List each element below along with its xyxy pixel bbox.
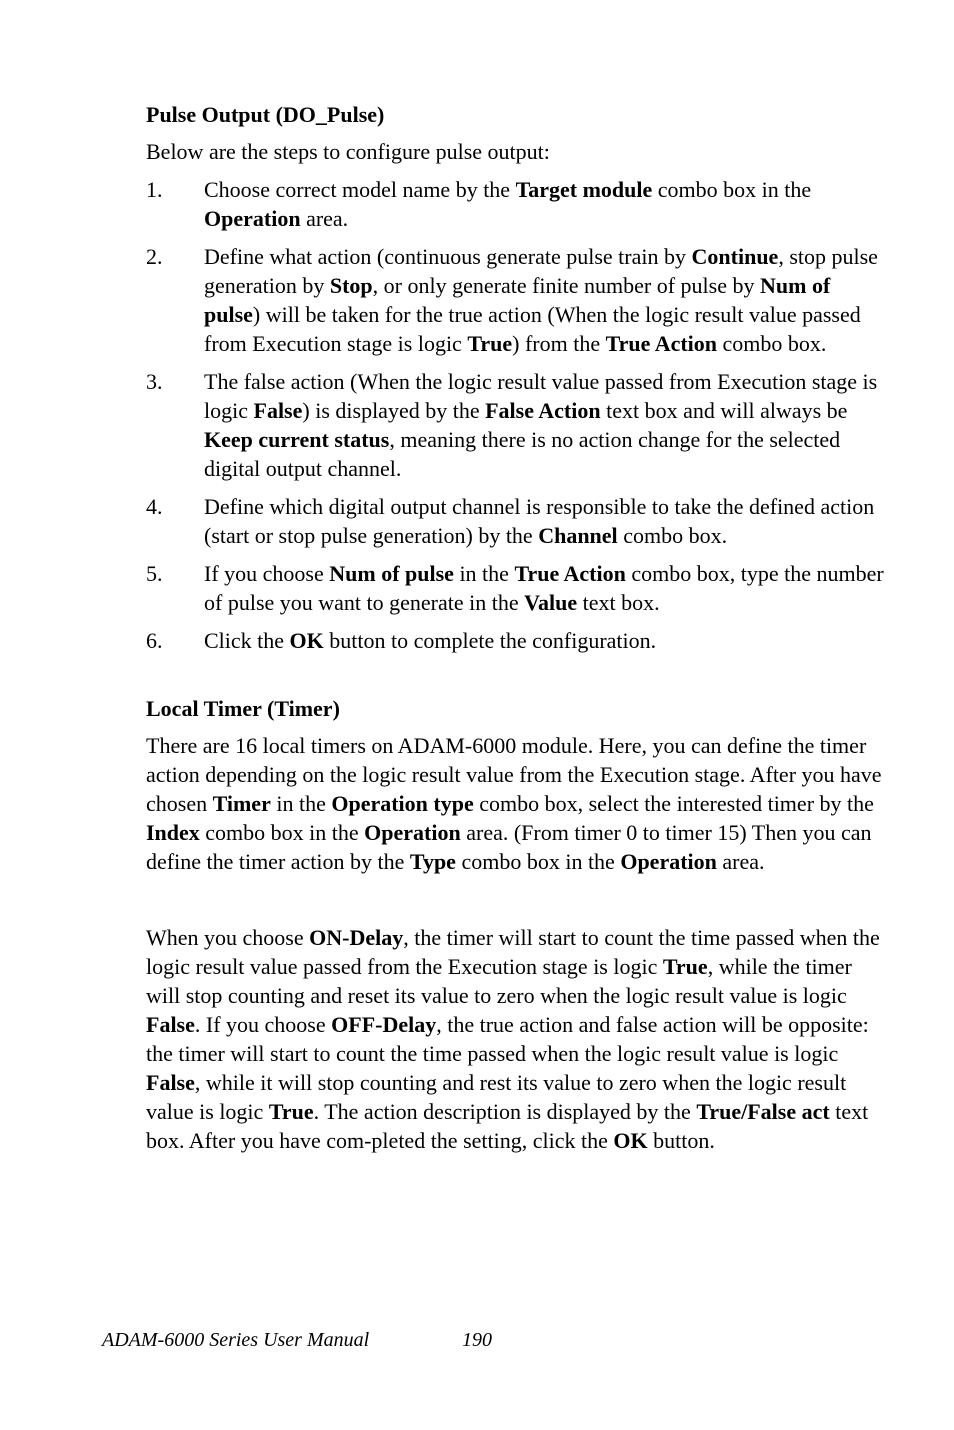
bold-term: False Action bbox=[485, 398, 601, 423]
local-timer-paragraph-2 bbox=[146, 923, 886, 1155]
bold-term: Keep current status bbox=[204, 427, 390, 452]
footer-page-number: 190 bbox=[462, 1329, 492, 1351]
bold-term: Value bbox=[524, 590, 578, 615]
section-heading-pulse-output: Pulse Output (DO_Pulse) bbox=[146, 102, 385, 127]
bold-term: Timer bbox=[212, 791, 271, 816]
text-run: , the timer will start to count the time passed when the logic result value passed from the Execution stage is logic bbox=[146, 925, 880, 979]
text-run: text box and will always be bbox=[600, 398, 848, 423]
bold-term: Index bbox=[146, 820, 200, 845]
bold-term: Operation bbox=[204, 206, 301, 231]
step-text bbox=[204, 492, 886, 550]
text-run: ) is displayed by the bbox=[302, 398, 486, 423]
footer-manual-title: ADAM-6000 Series User Manual bbox=[102, 1329, 370, 1351]
bold-term: ON-Delay bbox=[309, 925, 404, 950]
text-run: in the bbox=[270, 791, 332, 816]
text-run: . The action description is displayed by the bbox=[313, 1099, 697, 1124]
bold-term: Type bbox=[409, 849, 456, 874]
bold-term: Operation bbox=[364, 820, 461, 845]
bold-term: False bbox=[146, 1012, 195, 1037]
text-run: , while it will stop counting and rest its value to zero when the logic result value is logic bbox=[146, 1070, 847, 1124]
text-run: combo box in the bbox=[455, 849, 621, 874]
bold-term: Num of pulse bbox=[204, 273, 831, 327]
text-run: area. bbox=[716, 849, 765, 874]
text-run: When you choose bbox=[146, 925, 310, 950]
step-text bbox=[204, 175, 886, 233]
text-run: combo box in the bbox=[199, 820, 365, 845]
text-run: text box. After you have com-pleted the setting, click the bbox=[146, 1099, 869, 1153]
step-number: 2. bbox=[146, 244, 163, 269]
text-run: , the true action and false action will be opposite: the timer will start to count the time passed when the logic result value is logic bbox=[146, 1012, 869, 1066]
bold-term: Num of pulse bbox=[329, 561, 454, 586]
bold-term: False bbox=[146, 1070, 195, 1095]
list-item bbox=[146, 492, 886, 550]
section-heading-local-timer: Local Timer (Timer) bbox=[146, 696, 340, 721]
text-run: button. bbox=[647, 1128, 715, 1153]
step-number: 3. bbox=[146, 369, 163, 394]
bold-term: True Action bbox=[514, 561, 626, 586]
bold-term: True/False act bbox=[696, 1099, 830, 1124]
local-timer-paragraph-1 bbox=[146, 731, 886, 876]
step-number: 1. bbox=[146, 177, 163, 202]
bold-term: Channel bbox=[538, 523, 618, 548]
text-run: Define what action (continuous generate pulse train by bbox=[204, 244, 692, 269]
bold-term: True Action bbox=[605, 331, 718, 356]
text-run: ) from the bbox=[512, 331, 606, 356]
bold-term: Continue bbox=[691, 244, 779, 269]
list-item bbox=[146, 559, 886, 617]
text-run: , meaning there is no action change for the selected digital output channel. bbox=[204, 427, 841, 481]
bold-term: Target module bbox=[515, 177, 653, 202]
bold-term: Stop bbox=[329, 273, 373, 298]
bold-term: True bbox=[662, 954, 708, 979]
bold-term: OK bbox=[613, 1128, 648, 1153]
list-item bbox=[146, 626, 886, 655]
page-content bbox=[146, 100, 886, 1164]
step-number: 6. bbox=[146, 628, 163, 653]
text-run: text box. bbox=[577, 590, 660, 615]
pulse-output-intro: Below are the steps to configure pulse output: bbox=[146, 139, 550, 164]
bold-term: False bbox=[253, 398, 303, 423]
step-text bbox=[204, 242, 886, 358]
list-item bbox=[146, 242, 886, 358]
text-run: There are 16 local timers on ADAM-6000 module. Here, you can define the timer action depending on the logic result value from the Execution stage. After you have chosen bbox=[146, 733, 882, 816]
text-run: . If you choose bbox=[194, 1012, 332, 1037]
text-run: If you choose bbox=[204, 561, 330, 586]
step-text bbox=[204, 559, 886, 617]
text-run: Choose correct model name by the bbox=[204, 177, 516, 202]
text-run: ) will be taken for the true action (When the logic result value passed from Execution stage is logic bbox=[204, 302, 861, 356]
text-run: combo box, type the number of pulse you want to generate in the bbox=[204, 561, 884, 615]
bold-term: Operation type bbox=[331, 791, 474, 816]
text-run: combo box in the bbox=[652, 177, 812, 202]
text-run: combo box. bbox=[617, 523, 728, 548]
step-text bbox=[204, 367, 886, 483]
bold-term: True bbox=[467, 331, 513, 356]
text-run: Define which digital output channel is responsible to take the defined action (start or stop pulse generation) by the bbox=[204, 494, 875, 548]
step-text bbox=[204, 626, 886, 655]
step-number: 5. bbox=[146, 561, 163, 586]
text-run: area. (From timer 0 to timer 15) Then you can define the timer action by the bbox=[146, 820, 872, 874]
step-number: 4. bbox=[146, 494, 163, 519]
text-run: , stop pulse generation by bbox=[204, 244, 878, 298]
list-item bbox=[146, 175, 886, 233]
text-run: button to complete the configuration. bbox=[323, 628, 657, 653]
bold-term: OK bbox=[289, 628, 324, 653]
text-run: combo box. bbox=[717, 331, 827, 356]
text-run: , while the timer will stop counting and reset its value to zero when the logic result value is logic bbox=[146, 954, 852, 1008]
page-footer bbox=[102, 1326, 492, 1354]
bold-term: Operation bbox=[620, 849, 717, 874]
text-run: Click the bbox=[204, 628, 290, 653]
text-run: area. bbox=[300, 206, 349, 231]
bold-term: True bbox=[268, 1099, 314, 1124]
paragraph-spacer bbox=[146, 885, 886, 923]
pulse-output-steps bbox=[146, 175, 886, 655]
text-run: in the bbox=[453, 561, 515, 586]
bold-term: OFF-Delay bbox=[331, 1012, 437, 1037]
text-run: combo box, select the interested timer by the bbox=[473, 791, 874, 816]
text-run: , or only generate finite number of pulse by bbox=[372, 273, 760, 298]
section-spacer bbox=[146, 664, 886, 694]
text-run: The false action (When the logic result value passed from Execution stage is logic bbox=[204, 369, 878, 423]
list-item bbox=[146, 367, 886, 483]
